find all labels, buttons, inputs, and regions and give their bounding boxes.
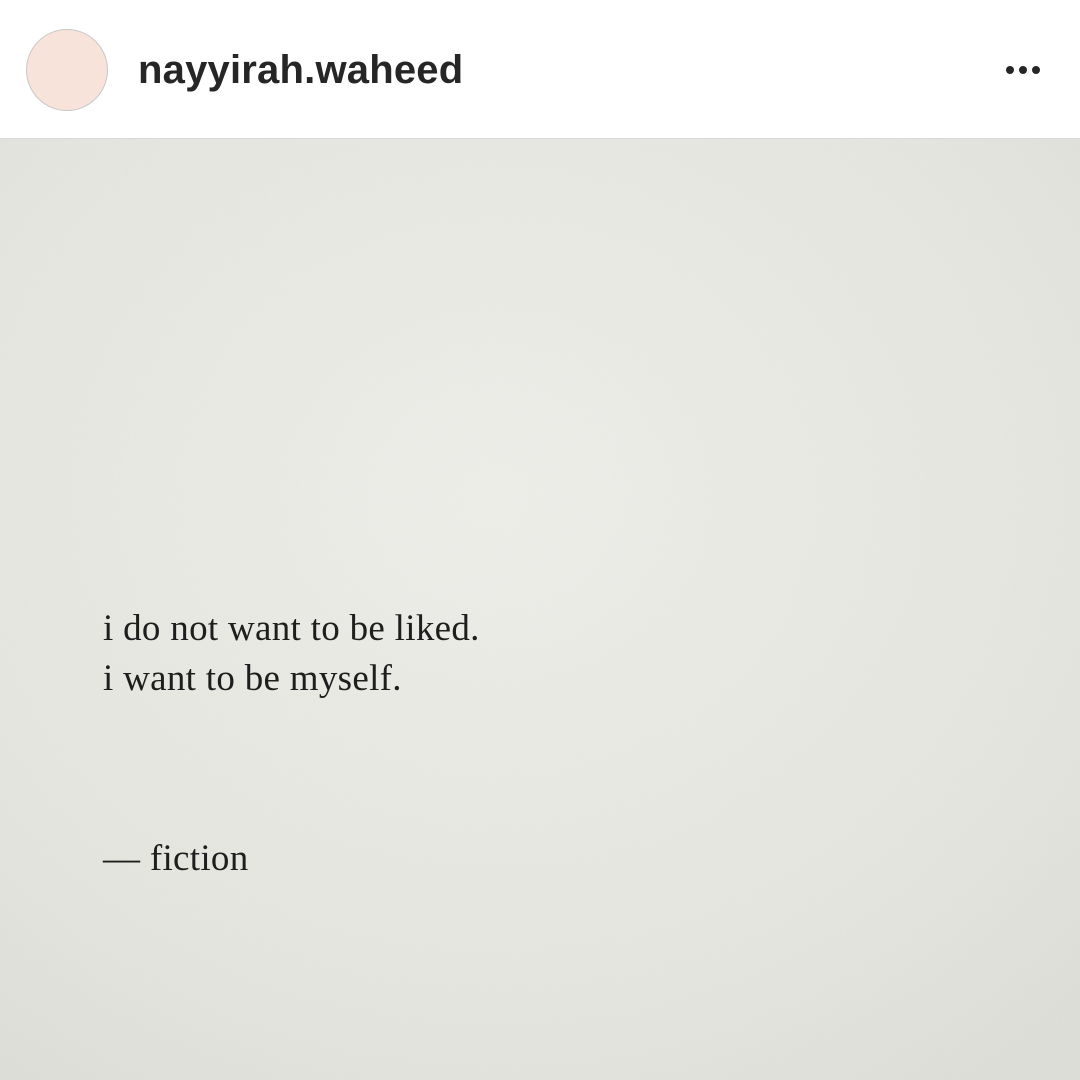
more-horizontal-icon (996, 52, 1050, 88)
more-options-button[interactable] (996, 52, 1050, 88)
poem-line-1: i do not want to be liked. (103, 608, 480, 649)
avatar[interactable] (26, 29, 108, 111)
username[interactable]: nayyirah.waheed (138, 48, 464, 92)
poem-line-2: i want to be myself. (103, 658, 402, 699)
post-header (0, 0, 1080, 139)
post-image[interactable] (0, 139, 1080, 1080)
poem-text (103, 604, 480, 704)
poem-attribution: — fiction (103, 838, 249, 879)
